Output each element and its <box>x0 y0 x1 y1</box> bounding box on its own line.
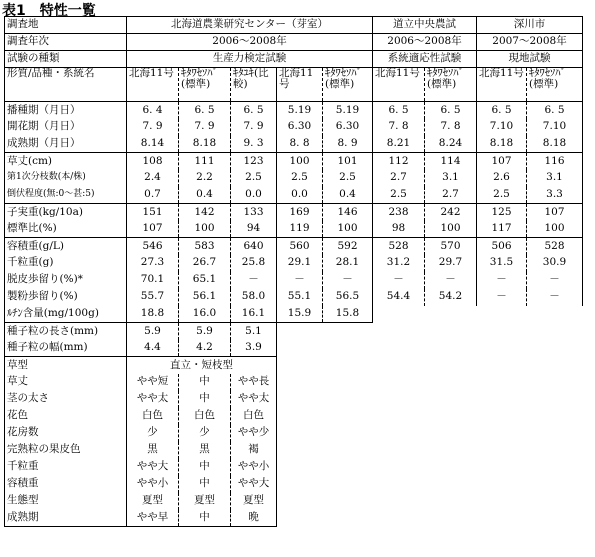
table-cell: 65.1 <box>179 272 231 289</box>
table-cell: 3.1 <box>527 170 583 187</box>
table-cell: 0.0 <box>231 187 277 204</box>
table-cell: 2.6 <box>477 170 527 187</box>
table-cell: 16.0 <box>179 306 231 323</box>
row-label: 子実重(kg/10a) <box>5 204 127 221</box>
table-cell: 116 <box>527 153 583 170</box>
table-cell: 142 <box>179 204 231 221</box>
row-label: 容積重(g/L) <box>5 238 127 255</box>
row-label: 草丈 <box>5 374 127 391</box>
table-cell: 夏型 <box>127 493 179 510</box>
table-cell: やや短 <box>127 374 179 391</box>
table-cell: 少 <box>179 425 231 442</box>
table-cell: 25.8 <box>231 255 277 272</box>
table-cell <box>425 306 477 323</box>
table-cell: 528 <box>527 238 583 255</box>
col-header: ｷﾀﾜｾｿﾊﾞ(標準) <box>425 68 477 102</box>
table-cell: 119 <box>277 221 323 238</box>
table-cell: 2.4 <box>127 170 179 187</box>
row-label: 種子粒の幅(mm) <box>5 340 127 357</box>
row-label: 花房数 <box>5 425 127 442</box>
table-cell: 0.7 <box>127 187 179 204</box>
table-cell: － <box>527 272 583 289</box>
table-cell: 7. 9 <box>179 119 231 136</box>
table-cell: 夏型 <box>179 493 231 510</box>
table-cell: やや早 <box>127 510 179 527</box>
blank-area <box>277 425 583 442</box>
table-cell: 114 <box>425 153 477 170</box>
table-cell: 8. 8 <box>277 136 323 153</box>
table-cell: 6. 4 <box>127 102 179 119</box>
table-cell: 560 <box>277 238 323 255</box>
table-cell: 白色 <box>179 408 231 425</box>
table-cell: 506 <box>477 238 527 255</box>
table-cell: 中 <box>179 459 231 476</box>
col-header: 北海11号 <box>277 68 323 102</box>
table-cell: 6. 5 <box>527 102 583 119</box>
row-label: 生態型 <box>5 493 127 510</box>
table-cell: 56.5 <box>323 289 373 306</box>
table-cell: 98 <box>373 221 425 238</box>
blank-area <box>277 476 583 493</box>
row-label: 茎の太さ <box>5 391 127 408</box>
table-cell: 117 <box>477 221 527 238</box>
years-chuo: 2006～2008年 <box>373 34 477 51</box>
table-cell: やや太 <box>127 391 179 408</box>
row-label: 成熟期 <box>5 510 127 527</box>
row-label: 播種期（月日） <box>5 102 127 119</box>
years-fukagawa: 2007～2008年 <box>477 34 583 51</box>
table-cell: 242 <box>425 204 477 221</box>
table-cell: 100 <box>277 153 323 170</box>
table-cell: 54.2 <box>425 289 477 306</box>
col-header: 北海11号 <box>127 68 179 102</box>
row-label: 第1次分枝数(本/株) <box>5 170 127 187</box>
trial-memuro: 生産力検定試験 <box>127 51 373 68</box>
table-cell: 5.1 <box>231 323 277 340</box>
form-label: 形質/品種・系統名 <box>5 68 127 102</box>
table-cell: 7. 9 <box>127 119 179 136</box>
years-label: 調査年次 <box>5 34 127 51</box>
row-label: 脱皮歩留り(%)* <box>5 272 127 289</box>
table-cell: 112 <box>373 153 425 170</box>
col-header: ｷﾀﾕｷ(比較) <box>231 68 277 102</box>
table-cell: 中 <box>179 374 231 391</box>
table-cell: 白色 <box>127 408 179 425</box>
table-cell: 2.5 <box>277 170 323 187</box>
table-cell: 7. 8 <box>373 119 425 136</box>
table-cell: 0.0 <box>277 187 323 204</box>
table-cell: 6. 5 <box>373 102 425 119</box>
blank-area <box>277 391 583 408</box>
col-header: 北海11号 <box>477 68 527 102</box>
table-cell: 2.2 <box>179 170 231 187</box>
table-cell: 9. 3 <box>231 136 277 153</box>
table-cell: やや小 <box>231 459 277 476</box>
table-cell: 28.1 <box>323 255 373 272</box>
table-cell: 8. 9 <box>323 136 373 153</box>
table-cell: 6. 5 <box>179 102 231 119</box>
table-cell: やや大 <box>127 459 179 476</box>
table-cell: 0.4 <box>323 187 373 204</box>
table-cell: 5.9 <box>179 323 231 340</box>
table-cell: 108 <box>127 153 179 170</box>
table-cell <box>477 306 527 323</box>
blank-area <box>277 510 583 527</box>
table-cell: やや太 <box>231 391 277 408</box>
row-label: 標準比(%) <box>5 221 127 238</box>
table-cell: 2.7 <box>373 170 425 187</box>
row-label: 千粒重 <box>5 459 127 476</box>
row-label: 千粒重(g) <box>5 255 127 272</box>
row-label: ﾙﾁﾝ含量(mg/100g) <box>5 306 127 323</box>
table-cell: 100 <box>425 221 477 238</box>
table-cell: － <box>231 272 277 289</box>
table-cell: 29.7 <box>425 255 477 272</box>
table-cell: 6.30 <box>277 119 323 136</box>
table-cell: 151 <box>127 204 179 221</box>
row-label: 成熟期（月日） <box>5 136 127 153</box>
row-label: 倒伏程度(無:0～甚:5) <box>5 187 127 204</box>
row-label: 草型 <box>5 357 127 374</box>
table-cell: やや長 <box>231 374 277 391</box>
table-cell: 2.5 <box>323 170 373 187</box>
table-cell: 15.9 <box>277 306 323 323</box>
row-label: 草丈(cm) <box>5 153 127 170</box>
trial-fukagawa: 現地試験 <box>477 51 583 68</box>
table-cell: 592 <box>323 238 373 255</box>
row-label: 容積重 <box>5 476 127 493</box>
table-cell: － <box>323 272 373 289</box>
table-cell: 570 <box>425 238 477 255</box>
table-cell: 5.19 <box>323 102 373 119</box>
table-cell: 546 <box>127 238 179 255</box>
blank-area <box>277 340 583 357</box>
table-cell: 黒 <box>127 442 179 459</box>
table-cell: 107 <box>127 221 179 238</box>
table-cell: 133 <box>231 204 277 221</box>
site-label: 調査地 <box>5 17 127 34</box>
table-cell: 2.7 <box>425 187 477 204</box>
row-label: 種子粒の長さ(mm) <box>5 323 127 340</box>
col-header: ｷﾀﾜｾｿﾊﾞ(標準) <box>527 68 583 102</box>
table-cell: 238 <box>373 204 425 221</box>
site-memuro: 北海道農業研究センター（芽室） <box>127 17 373 34</box>
table-cell: 0.4 <box>179 187 231 204</box>
table-cell: 31.5 <box>477 255 527 272</box>
table-cell: 褐 <box>231 442 277 459</box>
blank-area <box>277 323 583 340</box>
table-cell: 107 <box>527 204 583 221</box>
table-cell: やや少 <box>231 425 277 442</box>
table-cell: 6. 5 <box>231 102 277 119</box>
table-cell: 黒 <box>179 442 231 459</box>
table-cell: 2.5 <box>477 187 527 204</box>
row-label: 製粉歩留り(%) <box>5 289 127 306</box>
table-cell: 7. 8 <box>425 119 477 136</box>
table-cell: やや大 <box>231 476 277 493</box>
table-cell: 125 <box>477 204 527 221</box>
trial-chuo: 系統適応性試験 <box>373 51 477 68</box>
col-header: ｷﾀﾜｾｿﾊﾞ(標準) <box>323 68 373 102</box>
table-cell: 94 <box>231 221 277 238</box>
table-cell: 100 <box>323 221 373 238</box>
site-chuo: 道立中央農試 <box>373 17 477 34</box>
row-label: 完熟粒の果皮色 <box>5 442 127 459</box>
blank-area <box>277 493 583 510</box>
table-cell: 8.18 <box>477 136 527 153</box>
table-cell: 4.4 <box>127 340 179 357</box>
table-cell: 101 <box>323 153 373 170</box>
table-cell: 3.3 <box>527 187 583 204</box>
site-fukagawa: 深川市 <box>477 17 583 34</box>
characteristics-table <box>4 16 583 527</box>
blank-area <box>277 459 583 476</box>
table-cell: 2.5 <box>231 170 277 187</box>
table-cell: 8.18 <box>179 136 231 153</box>
table-cell: 3.9 <box>231 340 277 357</box>
table-cell: － <box>425 272 477 289</box>
table-cell: 55.7 <box>127 289 179 306</box>
table-cell: 8.14 <box>127 136 179 153</box>
table-cell: － <box>477 289 527 306</box>
table-cell: 146 <box>323 204 373 221</box>
table-cell: 中 <box>179 510 231 527</box>
table-cell: － <box>373 272 425 289</box>
table-cell: － <box>277 272 323 289</box>
table-cell: 16.1 <box>231 306 277 323</box>
blank-area <box>277 374 583 391</box>
table-cell: 56.1 <box>179 289 231 306</box>
table-cell: 少 <box>127 425 179 442</box>
table-cell: 4.2 <box>179 340 231 357</box>
table-cell: 111 <box>179 153 231 170</box>
row-label: 開花期（月日） <box>5 119 127 136</box>
table-cell: 5.19 <box>277 102 323 119</box>
table-cell: 26.7 <box>179 255 231 272</box>
table-cell: 528 <box>373 238 425 255</box>
table-cell: 7. 9 <box>231 119 277 136</box>
table-cell: 583 <box>179 238 231 255</box>
table-cell: 6.30 <box>323 119 373 136</box>
table-cell: 5.9 <box>127 323 179 340</box>
table-cell: 2.5 <box>373 187 425 204</box>
table-cell: 3.1 <box>425 170 477 187</box>
table-cell: 中 <box>179 391 231 408</box>
blank-area <box>277 408 583 425</box>
table-cell: 54.4 <box>373 289 425 306</box>
table-cell: 30.9 <box>527 255 583 272</box>
table-cell <box>373 306 425 323</box>
table-cell: 31.2 <box>373 255 425 272</box>
table-cell: 白色 <box>231 408 277 425</box>
table-cell: 8.21 <box>373 136 425 153</box>
table-cell: 8.24 <box>425 136 477 153</box>
table-cell: 58.0 <box>231 289 277 306</box>
table-cell: 7.10 <box>527 119 583 136</box>
trial-label: 試験の種類 <box>5 51 127 68</box>
table-cell: 中 <box>179 476 231 493</box>
table-cell: 70.1 <box>127 272 179 289</box>
table-cell: 15.8 <box>323 306 373 323</box>
table-cell: 100 <box>179 221 231 238</box>
table-cell: やや小 <box>127 476 179 493</box>
table-cell: 27.3 <box>127 255 179 272</box>
table-cell: 晩 <box>231 510 277 527</box>
table-cell: 6. 5 <box>477 102 527 119</box>
table-cell: 55.1 <box>277 289 323 306</box>
col-header: ｷﾀﾜｾｿﾊﾞ(標準) <box>179 68 231 102</box>
table-cell: － <box>527 289 583 306</box>
table-cell: 18.8 <box>127 306 179 323</box>
table-title: 表1 特性一覧 <box>2 3 96 19</box>
row-label: 花色 <box>5 408 127 425</box>
table-cell: 6. 5 <box>425 102 477 119</box>
table-cell: 107 <box>477 153 527 170</box>
table-cell: 640 <box>231 238 277 255</box>
blank-area <box>277 357 583 374</box>
table-cell <box>527 306 583 323</box>
years-memuro: 2006～2008年 <box>127 34 373 51</box>
table-cell: 29.1 <box>277 255 323 272</box>
table-cell: 169 <box>277 204 323 221</box>
table-cell: 直立・短枝型 <box>127 357 277 374</box>
table-cell: 7.10 <box>477 119 527 136</box>
table-cell: 123 <box>231 153 277 170</box>
table-cell: 夏型 <box>231 493 277 510</box>
col-header: 北海11号 <box>373 68 425 102</box>
table-cell: － <box>477 272 527 289</box>
blank-area <box>277 442 583 459</box>
table-cell: 100 <box>527 221 583 238</box>
table-cell: 8.18 <box>527 136 583 153</box>
